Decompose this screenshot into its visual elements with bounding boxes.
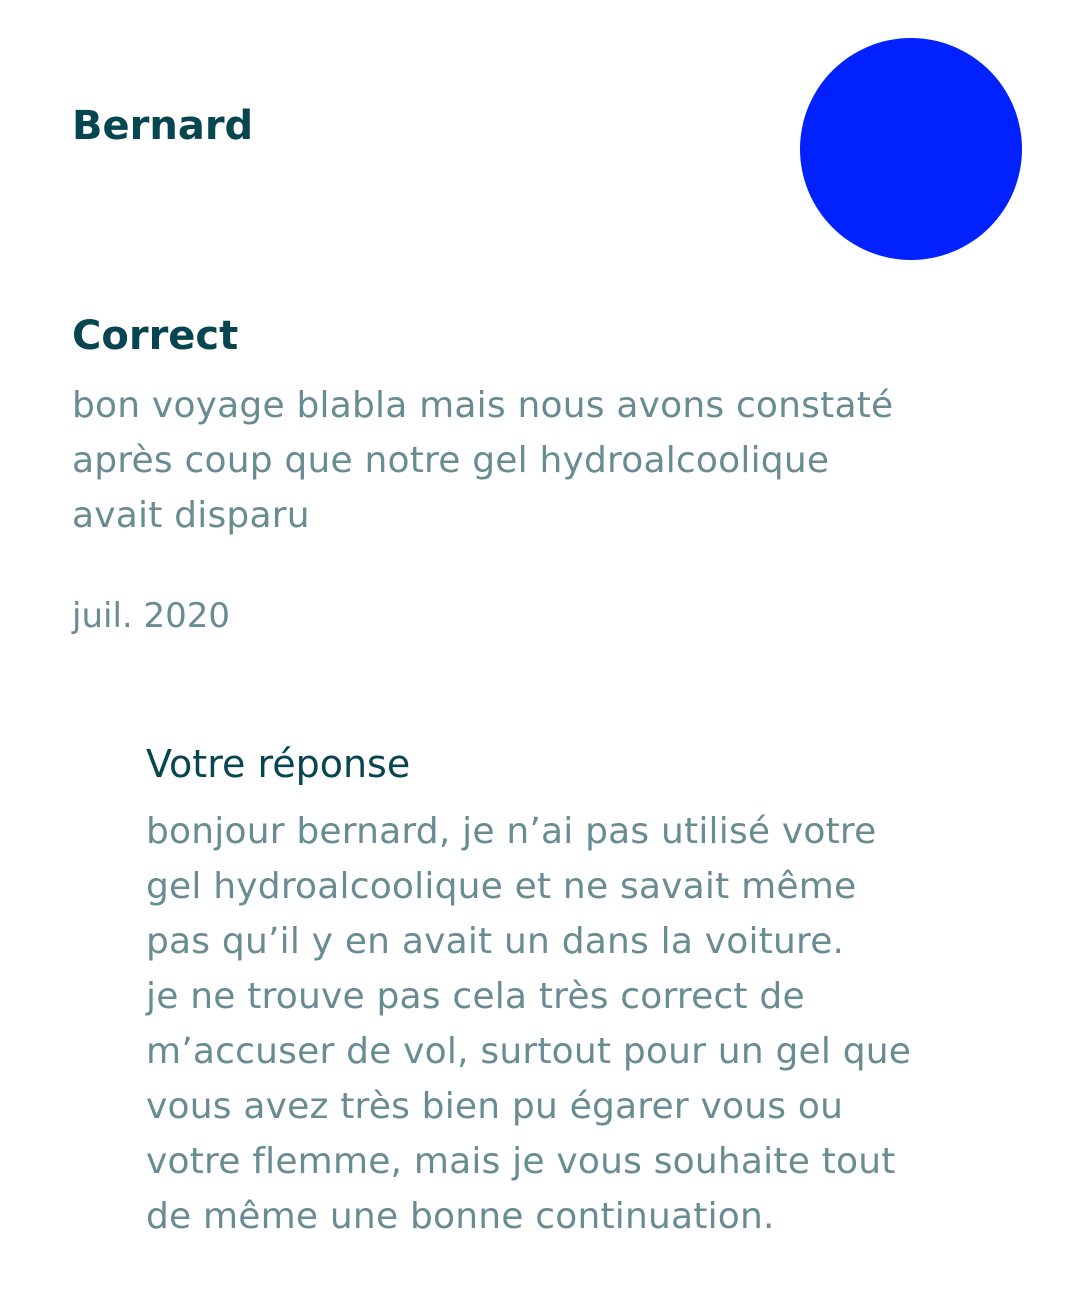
response-heading: Votre réponse <box>146 742 411 786</box>
review-text: bon voyage blabla mais nous avons constaté après coup que notre gel hydroalcoolique avait disparu <box>72 385 894 536</box>
review-date: juil. 2020 <box>72 596 231 636</box>
host-response <box>146 738 1046 1244</box>
reviewer-name: Bernard <box>72 103 254 149</box>
response-text: bonjour bernard, je n’ai pas utilisé votre gel hydroalcoolique et ne savait même pas qu’il y en avait un dans la voiture. je ne trouve pas cela très correct de m’accuser de vol, surtout pour un gel que vous avez très bien pu égarer vous ou votre flemme, mais je vous souhaite tout de même une bonne continuation. <box>146 811 912 1237</box>
review-rating-label: Correct <box>72 313 239 359</box>
avatar <box>800 38 1022 260</box>
